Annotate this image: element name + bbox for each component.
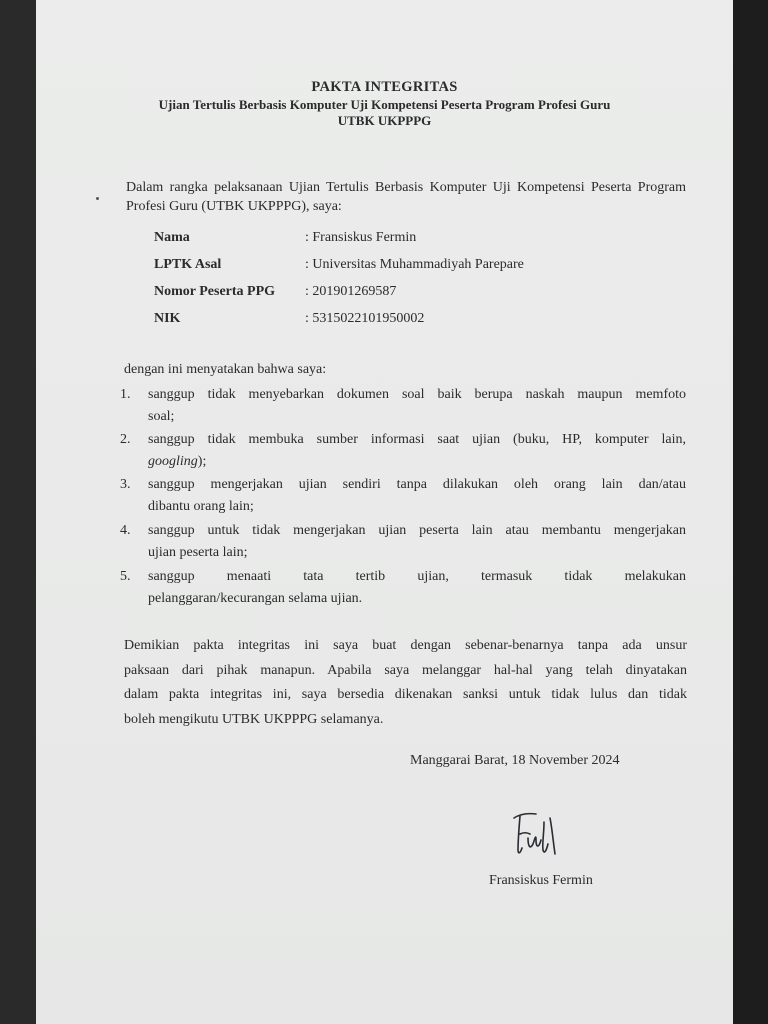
statement-text: sanggup tidak membuka sumber informasi saat ujian (buku, HP, komputer lain, <box>148 432 686 447</box>
statement-number: 1. <box>120 387 131 402</box>
identity-label-lptk: LPTK Asal <box>154 257 222 272</box>
statement-text: sanggup menaati tata tertib ujian, termasuk tidak melakukan <box>148 569 686 584</box>
statement-text-italic: googling <box>148 454 198 469</box>
statement-text-cont: dibantu orang lain; <box>148 499 254 514</box>
closing-line: dalam pakta integritas ini, saya bersedia dikenakan sanksi untuk tidak lulus dan tidak <box>124 687 687 702</box>
identity-value-nama: : Fransiskus Fermin <box>305 230 416 246</box>
closing-paragraph <box>124 634 687 732</box>
statement-number: 5. <box>120 569 131 584</box>
document-title: PAKTA INTEGRITAS <box>311 79 458 95</box>
document-subtitle: Ujian Tertulis Berbasis Komputer Uji Kompetensi Peserta Program Profesi Guru <box>158 97 611 112</box>
statement-number: 3. <box>120 477 131 492</box>
statement-text-cont: pelanggaran/kecurangan selama ujian. <box>148 591 363 606</box>
intro-paragraph: Dalam rangka pelaksanaan Ujian Tertulis Berbasis Komputer Uji Kompetensi Peserta Program Profesi Guru (UTBK UKPPPG), saya: <box>126 180 686 214</box>
handwritten-signature <box>506 804 566 864</box>
statement-number: 2. <box>120 432 131 447</box>
closing-line: Demikian pakta integritas ini saya buat dengan sebenar-benarnya tanpa ada unsur <box>124 638 687 653</box>
identity-label-nama: Nama <box>154 230 190 245</box>
identity-value-nomor-peserta: : 201901269587 <box>305 284 396 300</box>
statement-text: sanggup mengerjakan ujian sendiri tanpa dilakukan oleh orang lain dan/atau <box>148 477 686 492</box>
statement-text: sanggup tidak menyebarkan dokumen soal baik berupa naskah maupun memfoto <box>148 387 686 402</box>
identity-value-nik: : 5315022101950002 <box>305 311 424 327</box>
statement-text-cont: ); <box>197 454 207 469</box>
identity-value-lptk: : Universitas Muhammadiyah Parepare <box>305 257 524 273</box>
identity-label-nik: NIK <box>154 311 181 326</box>
place-date: Manggarai Barat, 18 November 2024 <box>410 753 620 768</box>
closing-line: paksaan dari pihak manapun. Apabila saya melanggar hal-hal yang telah dinyatakan <box>124 662 687 678</box>
scan-speck <box>96 197 99 200</box>
statement-text-cont: soal; <box>148 409 175 424</box>
signer-name: Fransiskus Fermin <box>489 873 593 888</box>
document-page <box>36 0 733 1024</box>
closing-line: boleh mengikutu UTBK UKPPPG selamanya. <box>124 711 384 727</box>
declaration-lead: dengan ini menyatakan bahwa saya: <box>124 362 327 377</box>
statement-number: 4. <box>120 523 131 538</box>
scan-background-right <box>733 0 768 1024</box>
scan-background-left <box>0 0 36 1024</box>
identity-label-nomor-peserta: Nomor Peserta PPG <box>154 284 276 299</box>
document-acronym: UTBK UKPPPG <box>337 113 432 128</box>
statement-text-cont: ujian peserta lain; <box>148 545 248 560</box>
statement-text: sanggup untuk tidak mengerjakan ujian peserta lain atau membantu mengerjakan <box>148 523 686 538</box>
